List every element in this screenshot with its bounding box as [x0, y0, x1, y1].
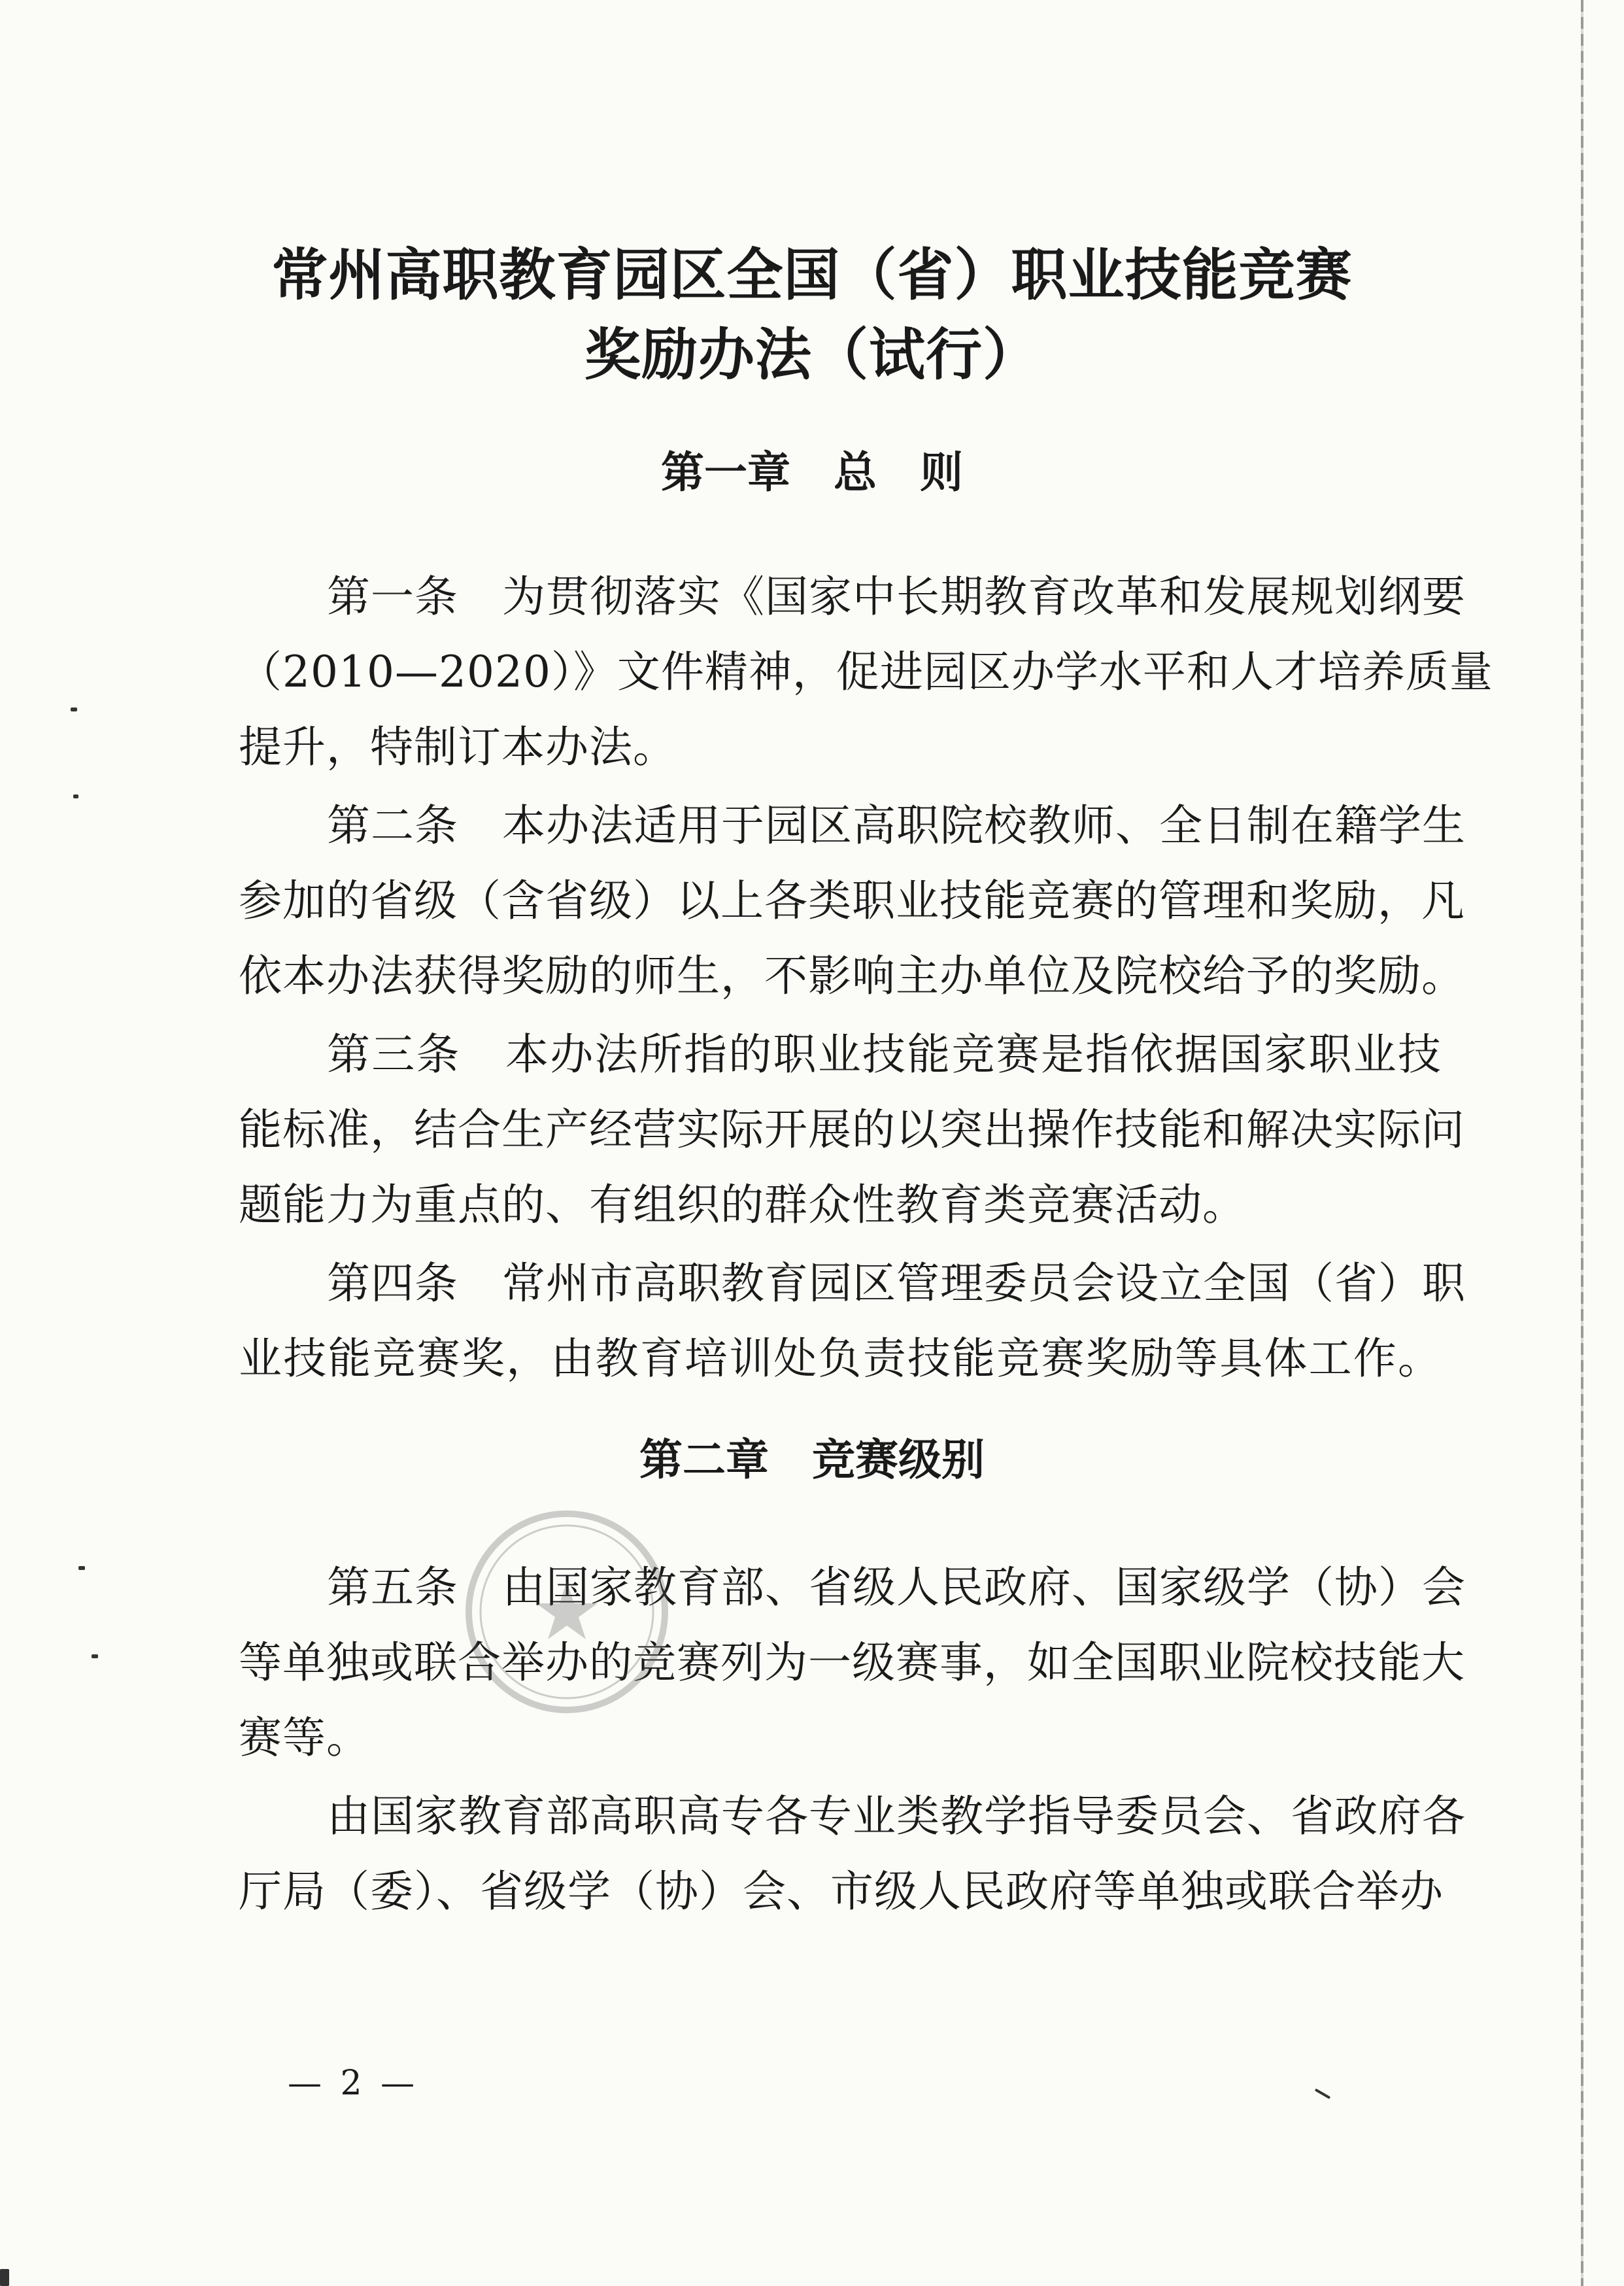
article-4-line-1: 第四条 常州市高职教育园区管理委员会设立全国（省）职: [327, 1258, 1466, 1308]
scan-speck: [92, 1654, 98, 1658]
article-4-line-2: 业技能竞赛奖，由教育培训处负责技能竞赛奖励等具体工作。: [239, 1333, 1442, 1384]
article-5-cont-line-1: 由国家教育部高职高专各专业类教学指导委员会、省政府各: [327, 1791, 1466, 1841]
scan-speck: [0, 2269, 9, 2286]
article-3-line-1: 第三条 本办法所指的职业技能竞赛是指依据国家职业技: [327, 1029, 1442, 1080]
article-2-line-2: 参加的省级（含省级）以上各类职业技能竞赛的管理和奖励，凡: [239, 876, 1465, 926]
chapter-1-heading: 第一章 总 则: [661, 447, 963, 498]
scan-speck: [78, 1566, 85, 1570]
article-5-line-3: 赛等。: [239, 1713, 370, 1763]
article-1-line-1: 第一条 为贯彻落实《国家中长期教育改革和发展规划纲要: [327, 572, 1466, 622]
article-3-line-3: 题能力为重点的、有组织的群众性教育类竞赛活动。: [239, 1180, 1246, 1230]
document-title-line-2: 奖励办法（试行）: [584, 322, 1040, 388]
scan-speck: [71, 708, 77, 711]
article-5-cont-line-2: 厅局（委）、省级学（协）会、市级人民政府等单独或联合举办: [239, 1866, 1444, 1917]
article-1-line-3: 提升，特制订本办法。: [239, 722, 677, 772]
seal-stamp-icon: [459, 1504, 675, 1720]
article-2-line-3: 依本办法获得奖励的师生，不影响主办单位及院校给予的奖励。: [239, 951, 1465, 1001]
article-1-line-2: （2010—2020）》文件精神，促进园区办学水平和人才培养质量: [239, 647, 1493, 697]
page-number: — 2 —: [288, 2064, 419, 2103]
article-5-line-2: 等单独或联合举办的竞赛列为一级赛事，如全国职业院校技能大: [239, 1637, 1465, 1688]
article-5-line-1: 第五条 由国家教育部、省级人民政府、国家级学（协）会: [327, 1562, 1466, 1612]
document-title-line-1: 常州高职教育园区全国（省）职业技能竞赛: [271, 243, 1353, 308]
article-3-line-2: 能标准，结合生产经营实际开展的以突出操作技能和解决实际问: [239, 1104, 1465, 1155]
chapter-2-heading: 第二章 竞赛级别: [639, 1435, 985, 1485]
scan-speck: [73, 794, 78, 798]
scan-speck: [1315, 2089, 1331, 2099]
article-2-line-1: 第二条 本办法适用于园区高职院校教师、全日制在籍学生: [327, 800, 1466, 851]
